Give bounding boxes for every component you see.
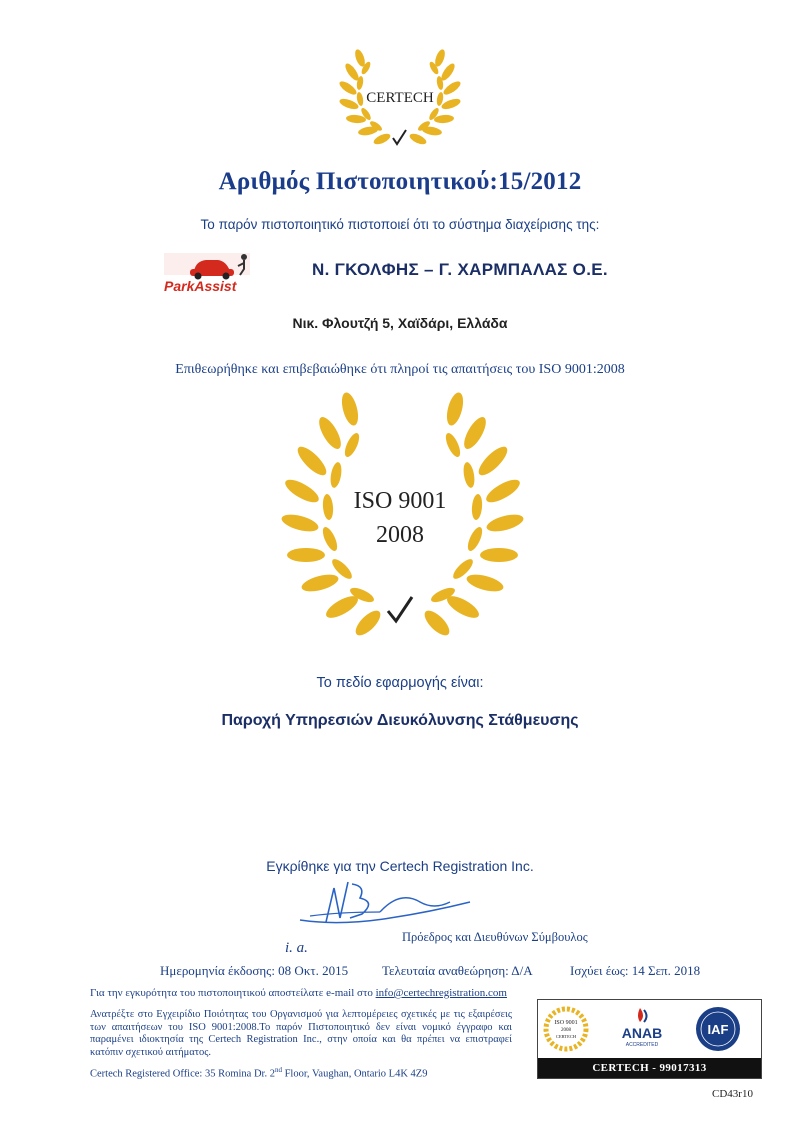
iso-badge-line3: CERTECH bbox=[555, 1034, 577, 1039]
company-address: Νικ. Φλουτζή 5, Χαϊδάρι, Ελλάδα bbox=[292, 315, 508, 331]
signer-role: Πρόεδρος και Διευθύνων Σύμβουλος bbox=[402, 930, 588, 944]
certificate-number-title: Αριθμός Πιστοποιητικού:15/2012 bbox=[218, 168, 582, 195]
signature bbox=[290, 872, 490, 938]
parkassist-logo bbox=[162, 247, 280, 295]
iso-badge-line1: ISO 9001 bbox=[554, 1020, 578, 1026]
scope-value: Παροχή Υπηρεσιών Διευκόλυνσης Στάθμευσης bbox=[221, 712, 579, 729]
accreditation-badges bbox=[538, 1000, 761, 1058]
iso-standard-year: 2008 bbox=[376, 522, 424, 548]
validity-note-text: Για την εγκυρότητα του πιστοποιητικού αποστείλατε e-mail στο bbox=[90, 987, 373, 999]
iaf-logo-text: IAF bbox=[707, 1022, 729, 1037]
last-revision: Τελευταία αναθεώρηση: Δ/Α bbox=[382, 963, 533, 978]
anab-logo-text: ANAB bbox=[621, 1025, 663, 1041]
iaf-logo bbox=[696, 1007, 740, 1051]
office-sup: nd bbox=[274, 1066, 282, 1074]
scope-label: Το πεδίο εφαρμογής είναι: bbox=[316, 675, 484, 691]
valid-until: Ισχύει έως: 14 Σεπ. 2018 bbox=[570, 963, 701, 978]
disclaimer-text: Ανατρέξτε στο Εγχειρίδιο Ποιότητας του Οργανισμού για λεπτομέρειες σχετικές με τις εξαιρέσεις των απαιτήσεων του ISO 9001:2008.Το παρόν Πιστοποιητικό δεν είναι νομικό έγγραφο και παραμένει ιδιοκτησία της Certech Registration Inc., στην οποία και θα πρέπει να επιστραφεί κατόπιν σχετικού αιτήματος. bbox=[90, 1009, 512, 1058]
iso-standard-label: ISO 9001 bbox=[353, 488, 447, 514]
audit-statement: Επιθεωρήθηκε και επιβεβαιώθηκε ότι πληροί τις απαιτήσεις του ISO 9001:2008 bbox=[175, 362, 625, 377]
company-name: Ν. ΓΚΟΛΦΗΣ – Γ. ΧΑΡΜΠΑΛΑΣ Ο.Ε. bbox=[312, 260, 608, 279]
on-behalf-mark: i. a. bbox=[285, 940, 308, 956]
anab-logo-sub: ACCREDITED bbox=[625, 1042, 659, 1048]
validity-note bbox=[90, 987, 507, 999]
office-prefix: Certech Registered Office: 35 Romina Dr. 2 bbox=[90, 1068, 275, 1080]
issue-date: Ημερομηνία έκδοσης: 08 Οκτ. 2015 bbox=[160, 963, 349, 978]
certech-seal-label: CERTECH bbox=[366, 90, 434, 106]
office-suffix: Floor, Vaughan, Ontario L4K 4Z9 bbox=[281, 1068, 428, 1080]
registered-office bbox=[90, 1066, 427, 1080]
iso-badge-line2: 2008 bbox=[561, 1028, 571, 1033]
certech-seal-logo bbox=[330, 30, 470, 160]
certifies-text: Το παρόν πιστοποιητικό πιστοποιεί ότι το σύστημα διαχείρισης της: bbox=[200, 217, 600, 232]
approval-text: Εγκρίθηκε για την Certech Registration Inc. bbox=[266, 858, 534, 874]
registration-number: CERTECH - 99017313 bbox=[538, 1058, 761, 1078]
document-code: CD43r10 bbox=[712, 1088, 753, 1100]
iso-mini-badge bbox=[546, 1009, 586, 1049]
anab-logo bbox=[622, 1008, 662, 1048]
accreditation-box bbox=[537, 999, 762, 1079]
parkassist-logo-text: ParkAssist bbox=[164, 278, 237, 294]
validity-email-link[interactable]: info@certechregistration.com bbox=[375, 987, 507, 999]
